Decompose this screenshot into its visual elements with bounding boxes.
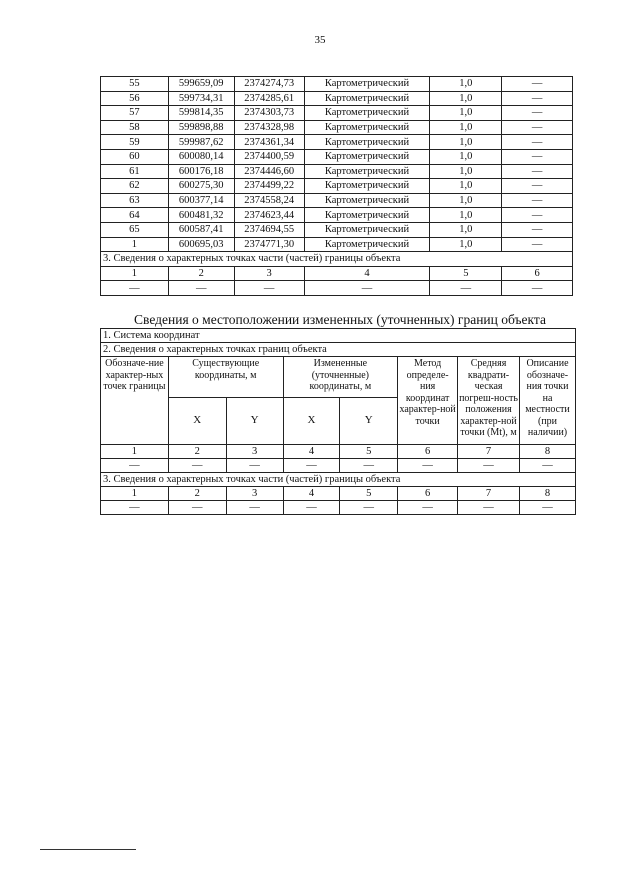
cell-accuracy: 1,0 bbox=[430, 91, 502, 106]
cell-method: Картометрический bbox=[304, 222, 430, 237]
cell-id: 59 bbox=[101, 135, 169, 150]
cell-accuracy: 1,0 bbox=[430, 208, 502, 223]
cell-method: Картометрический bbox=[304, 208, 430, 223]
column-number: 7 bbox=[458, 445, 520, 459]
part-section-title: 3. Сведения о характерных точках части (частей) границы объекта bbox=[101, 252, 573, 267]
points-table bbox=[100, 76, 573, 296]
column-number: 5 bbox=[340, 445, 398, 459]
cell-method: Картометрический bbox=[304, 120, 430, 135]
cell-y: 2374303,73 bbox=[234, 106, 304, 121]
column-number: 6 bbox=[502, 266, 573, 281]
empty-cell-dash: — bbox=[101, 281, 169, 296]
footnote-divider bbox=[40, 849, 136, 850]
cell-x: 599898,88 bbox=[168, 120, 234, 135]
cell-id: 65 bbox=[101, 222, 169, 237]
empty-cell-dash: — bbox=[226, 459, 283, 473]
coord-system-label: 1. Система координат bbox=[101, 329, 576, 343]
empty-cell-dash: — bbox=[226, 501, 283, 515]
cell-desc: — bbox=[502, 149, 573, 164]
empty-cell-dash: — bbox=[398, 459, 458, 473]
empty-cell-dash: — bbox=[398, 501, 458, 515]
cell-method: Картометрический bbox=[304, 179, 430, 194]
cell-method: Картометрический bbox=[304, 149, 430, 164]
cell-y: 2374285,61 bbox=[234, 91, 304, 106]
table-row bbox=[101, 501, 576, 515]
column-number: 1 bbox=[101, 266, 169, 281]
empty-cell-dash: — bbox=[519, 459, 575, 473]
header-changed: Измененные (уточненные) координаты, м bbox=[283, 357, 398, 398]
header-existing-y: Y bbox=[226, 398, 283, 445]
cell-desc: — bbox=[502, 179, 573, 194]
cell-method: Картометрический bbox=[304, 135, 430, 150]
cell-id: 62 bbox=[101, 179, 169, 194]
cell-id: 56 bbox=[101, 91, 169, 106]
cell-x: 599659,09 bbox=[168, 77, 234, 92]
cell-x: 600080,14 bbox=[168, 149, 234, 164]
table-row bbox=[101, 237, 573, 252]
column-number: 2 bbox=[168, 487, 226, 501]
cell-x: 600377,14 bbox=[168, 193, 234, 208]
cell-method: Картометрический bbox=[304, 237, 430, 252]
column-number: 3 bbox=[234, 266, 304, 281]
cell-accuracy: 1,0 bbox=[430, 135, 502, 150]
empty-cell-dash: — bbox=[168, 281, 234, 296]
cell-id: 55 bbox=[101, 77, 169, 92]
table-row bbox=[101, 135, 573, 150]
column-number: 1 bbox=[101, 445, 169, 459]
empty-cell-dash: — bbox=[304, 281, 430, 296]
header-changed-x: X bbox=[283, 398, 340, 445]
cell-desc: — bbox=[502, 222, 573, 237]
cell-desc: — bbox=[502, 120, 573, 135]
cell-y: 2374623,44 bbox=[234, 208, 304, 223]
empty-cell-dash: — bbox=[283, 459, 340, 473]
column-number: 1 bbox=[101, 487, 169, 501]
cell-x: 600481,32 bbox=[168, 208, 234, 223]
table-row bbox=[101, 77, 573, 92]
cell-accuracy: 1,0 bbox=[430, 237, 502, 252]
points-info-label: 2. Сведения о характерных точках границ объекта bbox=[101, 343, 576, 357]
cell-desc: — bbox=[502, 193, 573, 208]
table-row bbox=[101, 164, 573, 179]
cell-y: 2374446,60 bbox=[234, 164, 304, 179]
cell-x: 599734,31 bbox=[168, 91, 234, 106]
cell-method: Картометрический bbox=[304, 77, 430, 92]
part-section-title: 3. Сведения о характерных точках части (частей) границы объекта bbox=[101, 473, 576, 487]
empty-cell-dash: — bbox=[340, 501, 398, 515]
cell-id: 57 bbox=[101, 106, 169, 121]
empty-cell-dash: — bbox=[283, 501, 340, 515]
header-existing-x: X bbox=[168, 398, 226, 445]
column-number: 4 bbox=[304, 266, 430, 281]
table-row bbox=[101, 193, 573, 208]
table-row bbox=[101, 459, 576, 473]
cell-desc: — bbox=[502, 77, 573, 92]
cell-desc: — bbox=[502, 237, 573, 252]
cell-accuracy: 1,0 bbox=[430, 77, 502, 92]
cell-y: 2374558,24 bbox=[234, 193, 304, 208]
cell-x: 600587,41 bbox=[168, 222, 234, 237]
empty-cell-dash: — bbox=[519, 501, 575, 515]
cell-y: 2374694,55 bbox=[234, 222, 304, 237]
empty-cell-dash: — bbox=[430, 281, 502, 296]
column-number: 8 bbox=[519, 445, 575, 459]
header-description: Описание обозначе-ния точки на местности (при наличии) bbox=[519, 357, 575, 445]
table-row bbox=[101, 106, 573, 121]
header-designation: Обозначе-ние характер-ных точек границы bbox=[101, 357, 169, 445]
cell-method: Картометрический bbox=[304, 164, 430, 179]
empty-cell-dash: — bbox=[458, 501, 520, 515]
column-number: 6 bbox=[398, 445, 458, 459]
cell-desc: — bbox=[502, 135, 573, 150]
table-row bbox=[101, 179, 573, 194]
cell-y: 2374499,22 bbox=[234, 179, 304, 194]
cell-id: 63 bbox=[101, 193, 169, 208]
header-existing: Существующие координаты, м bbox=[168, 357, 283, 398]
cell-accuracy: 1,0 bbox=[430, 106, 502, 121]
cell-x: 599987,62 bbox=[168, 135, 234, 150]
cell-method: Картометрический bbox=[304, 193, 430, 208]
section-title: Сведения о местоположении измененных (уточненных) границ объекта bbox=[134, 312, 546, 327]
cell-y: 2374361,34 bbox=[234, 135, 304, 150]
cell-id: 64 bbox=[101, 208, 169, 223]
header-changed-y: Y bbox=[340, 398, 398, 445]
empty-cell-dash: — bbox=[101, 459, 169, 473]
changed-borders-table bbox=[100, 328, 576, 515]
cell-method: Картометрический bbox=[304, 91, 430, 106]
column-number: 7 bbox=[458, 487, 520, 501]
cell-id: 1 bbox=[101, 237, 169, 252]
column-number: 5 bbox=[340, 487, 398, 501]
empty-cell-dash: — bbox=[234, 281, 304, 296]
cell-accuracy: 1,0 bbox=[430, 222, 502, 237]
cell-id: 58 bbox=[101, 120, 169, 135]
table-row bbox=[101, 487, 576, 501]
cell-y: 2374274,73 bbox=[234, 77, 304, 92]
header-method: Метод определе-ния координат характер-ной точки bbox=[398, 357, 458, 445]
cell-y: 2374400,59 bbox=[234, 149, 304, 164]
empty-cell-dash: — bbox=[340, 459, 398, 473]
cell-y: 2374771,30 bbox=[234, 237, 304, 252]
column-number: 2 bbox=[168, 445, 226, 459]
column-number: 5 bbox=[430, 266, 502, 281]
cell-accuracy: 1,0 bbox=[430, 120, 502, 135]
cell-x: 599814,35 bbox=[168, 106, 234, 121]
column-number: 8 bbox=[519, 487, 575, 501]
empty-cell-dash: — bbox=[168, 501, 226, 515]
cell-id: 60 bbox=[101, 149, 169, 164]
table-row bbox=[101, 149, 573, 164]
column-number: 3 bbox=[226, 487, 283, 501]
header-accuracy: Средняя квадрати-ческая погреш-ность положения характер-ной точки (Mt), м bbox=[458, 357, 520, 445]
empty-cell-dash: — bbox=[502, 281, 573, 296]
empty-cell-dash: — bbox=[458, 459, 520, 473]
cell-desc: — bbox=[502, 208, 573, 223]
cell-accuracy: 1,0 bbox=[430, 193, 502, 208]
table-row bbox=[101, 445, 576, 459]
table-row bbox=[101, 208, 573, 223]
cell-id: 61 bbox=[101, 164, 169, 179]
table-row bbox=[101, 91, 573, 106]
cell-accuracy: 1,0 bbox=[430, 179, 502, 194]
table-row bbox=[101, 222, 573, 237]
table-row bbox=[101, 120, 573, 135]
cell-desc: — bbox=[502, 91, 573, 106]
column-number: 2 bbox=[168, 266, 234, 281]
column-number: 4 bbox=[283, 487, 340, 501]
cell-accuracy: 1,0 bbox=[430, 149, 502, 164]
cell-method: Картометрический bbox=[304, 106, 430, 121]
column-number: 6 bbox=[398, 487, 458, 501]
cell-x: 600275,30 bbox=[168, 179, 234, 194]
cell-desc: — bbox=[502, 106, 573, 121]
cell-x: 600176,18 bbox=[168, 164, 234, 179]
cell-x: 600695,03 bbox=[168, 237, 234, 252]
page-number: 35 bbox=[314, 34, 326, 46]
cell-accuracy: 1,0 bbox=[430, 164, 502, 179]
empty-cell-dash: — bbox=[101, 501, 169, 515]
column-number: 3 bbox=[226, 445, 283, 459]
cell-y: 2374328,98 bbox=[234, 120, 304, 135]
column-number: 4 bbox=[283, 445, 340, 459]
empty-cell-dash: — bbox=[168, 459, 226, 473]
cell-desc: — bbox=[502, 164, 573, 179]
